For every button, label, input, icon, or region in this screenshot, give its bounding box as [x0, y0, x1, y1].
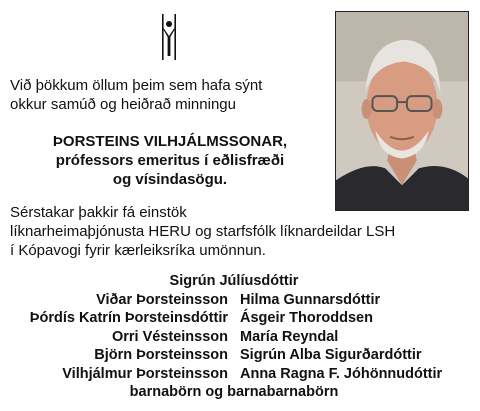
family-head-row — [0, 272, 480, 291]
family-pair-row — [0, 328, 480, 347]
portrait-photo — [335, 11, 469, 211]
thanks-line: í Kópavogi fyrir kærleiksríka umönnun. — [10, 242, 266, 259]
family-spouse: Hilma Gunnarsdóttir — [240, 291, 381, 308]
deceased-title: prófessors emeritus í eðlisfræði — [55, 152, 285, 169]
family-footer: barnabörn og barnabarnabörn — [129, 384, 339, 400]
intro-line: Við þökkum öllum þeim sem hafa sýnt — [10, 77, 263, 94]
humanist-symbol-icon — [158, 14, 180, 60]
thanks-text — [10, 203, 395, 260]
deceased-title: og vísindasögu. — [112, 171, 228, 188]
family-spouse: María Reyndal — [240, 328, 339, 345]
family-member: Orri Vésteinsson — [111, 328, 228, 345]
family-spouse: Anna Ragna F. Jóhönnudóttir — [240, 365, 443, 382]
family-pair-row — [0, 346, 480, 365]
family-spouse: Ásgeir Thoroddsen — [240, 310, 373, 326]
family-pair-row — [0, 309, 480, 328]
family-list — [0, 272, 480, 402]
family-head: Sigrún Júlíusdóttir — [169, 273, 299, 289]
family-footer-row — [0, 383, 480, 402]
intro-text — [10, 76, 262, 114]
thanks-line: Sérstakar þakkir fá einstök — [10, 204, 187, 221]
deceased-name: ÞORSTEINS VILHJÁLMSSONAR, — [52, 133, 288, 150]
family-pair-row — [0, 291, 480, 310]
family-member: Þórdís Katrín Þorsteinsdóttir — [29, 310, 228, 326]
family-member: Vilhjálmur Þorsteinsson — [62, 365, 228, 382]
family-spouse: Sigrún Alba Sigurðardóttir — [240, 347, 422, 363]
family-member: Björn Þorsteinsson — [94, 347, 228, 363]
thanks-line: líknarheimaþjónusta HERU og starfsfólk líknardeildar LSH — [10, 223, 396, 240]
family-pair-row — [0, 365, 480, 384]
deceased-name-block — [10, 132, 330, 189]
family-member: Viðar Þorsteinsson — [96, 291, 228, 308]
intro-line: okkur samúð og heiðrað minningu — [10, 96, 236, 113]
